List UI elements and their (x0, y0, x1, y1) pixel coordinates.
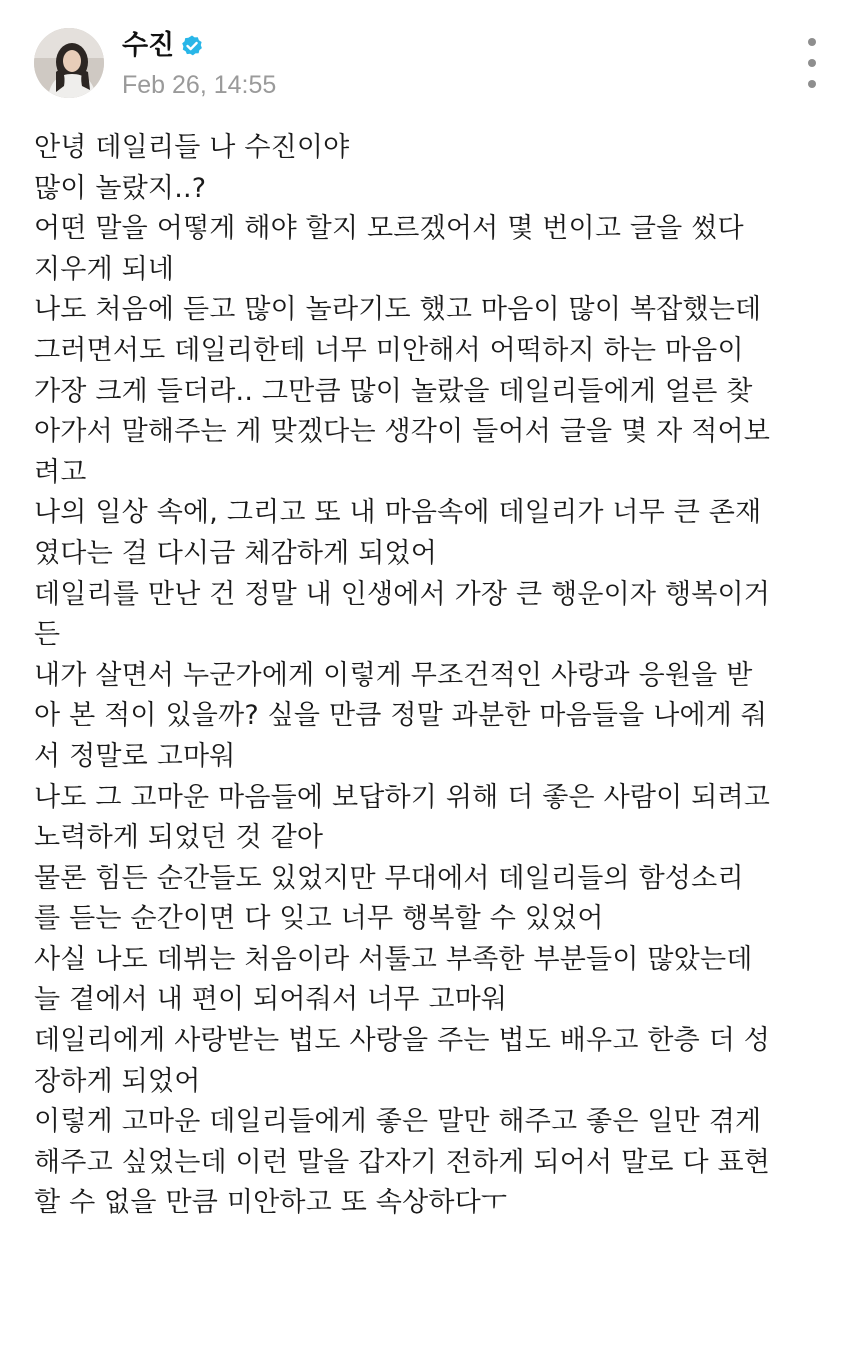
post-line: 안녕 데일리들 나 수진이야 (34, 132, 350, 163)
post-line: 를 듣는 순간이면 다 잊고 너무 행복할 수 있었어 (34, 903, 604, 935)
post-line: 물론 힘든 순간들도 있었지만 무대에서 데일리들의 함성소리 (34, 862, 744, 894)
post-line: 해주고 싶었는데 이런 말을 갑자기 전하게 되어서 말로 다 표현 (34, 1146, 771, 1178)
post-line: 데일리에게 사랑받는 법도 사랑을 주는 법도 배우고 한층 더 성 (34, 1025, 771, 1057)
post-line: 어떤 말을 어떻게 해야 할지 모르겠어서 몇 번이고 글을 썼다 (34, 213, 744, 245)
author-name[interactable]: 수진 (122, 30, 175, 61)
verified-badge-icon (180, 34, 204, 58)
post-line: 나도 그 고마운 마음들에 보답하기 위해 더 좋은 사람이 되려고 (34, 781, 771, 813)
post-line: 려고 (34, 456, 87, 488)
more-options-button[interactable] (800, 38, 824, 88)
post-line: 데일리를 만난 건 정말 내 인생에서 가장 큰 행운이자 행복이거 (34, 578, 771, 610)
post-line: 그러면서도 데일리한테 너무 미안해서 어떡하지 하는 마음이 (34, 334, 744, 366)
more-vertical-icon (808, 59, 816, 67)
post-line: 이렇게 고마운 데일리들에게 좋은 말만 해주고 좋은 일만 겪게 (34, 1106, 762, 1138)
post-line: 든 (34, 619, 61, 651)
post-line: 많이 놀랐지..? (34, 172, 207, 204)
post-line: 사실 나도 데뷔는 처음이라 서툴고 부족한 부분들이 많았는데 (34, 943, 753, 975)
post-line: 서 정말로 고마워 (34, 740, 236, 772)
post-line: 나의 일상 속에, 그리고 또 내 마음속에 데일리가 너무 큰 존재 (34, 497, 762, 529)
post-line: 였다는 걸 다시금 체감하게 되었어 (34, 537, 438, 569)
post-line: 나도 처음에 듣고 많이 놀라기도 했고 마음이 많이 복잡했는데 (34, 294, 762, 326)
post-line: 노력하게 되었던 것 같아 (34, 822, 324, 854)
post-line: 지우게 되네 (34, 253, 175, 285)
post-header (34, 28, 824, 104)
post-line: 가장 크게 들더라.. 그만큼 많이 놀랐을 데일리들에게 얼른 찾 (34, 375, 753, 407)
post-line: 장하게 되었어 (34, 1065, 201, 1097)
more-vertical-icon (808, 80, 816, 88)
more-vertical-icon (808, 38, 816, 46)
post-line: 할 수 없을 만큼 미안하고 또 속상하다ㅜ (34, 1187, 508, 1219)
post-line: 아 본 적이 있을까? 싶을 만큼 정말 과분한 마음들을 나에게 줘 (34, 700, 768, 732)
post-body (34, 128, 824, 1224)
author-line (122, 28, 204, 64)
profile-photo-icon (34, 28, 104, 98)
post-line: 늘 곁에서 내 편이 되어줘서 너무 고마워 (34, 984, 508, 1016)
post-timestamp: Feb 26, 14:55 (122, 71, 277, 99)
post-line: 아가서 말해주는 게 맞겠다는 생각이 들어서 글을 몇 자 적어보 (34, 416, 771, 448)
avatar[interactable] (34, 28, 104, 98)
post-line: 내가 살면서 누군가에게 이렇게 무조건적인 사랑과 응원을 받 (34, 659, 753, 691)
